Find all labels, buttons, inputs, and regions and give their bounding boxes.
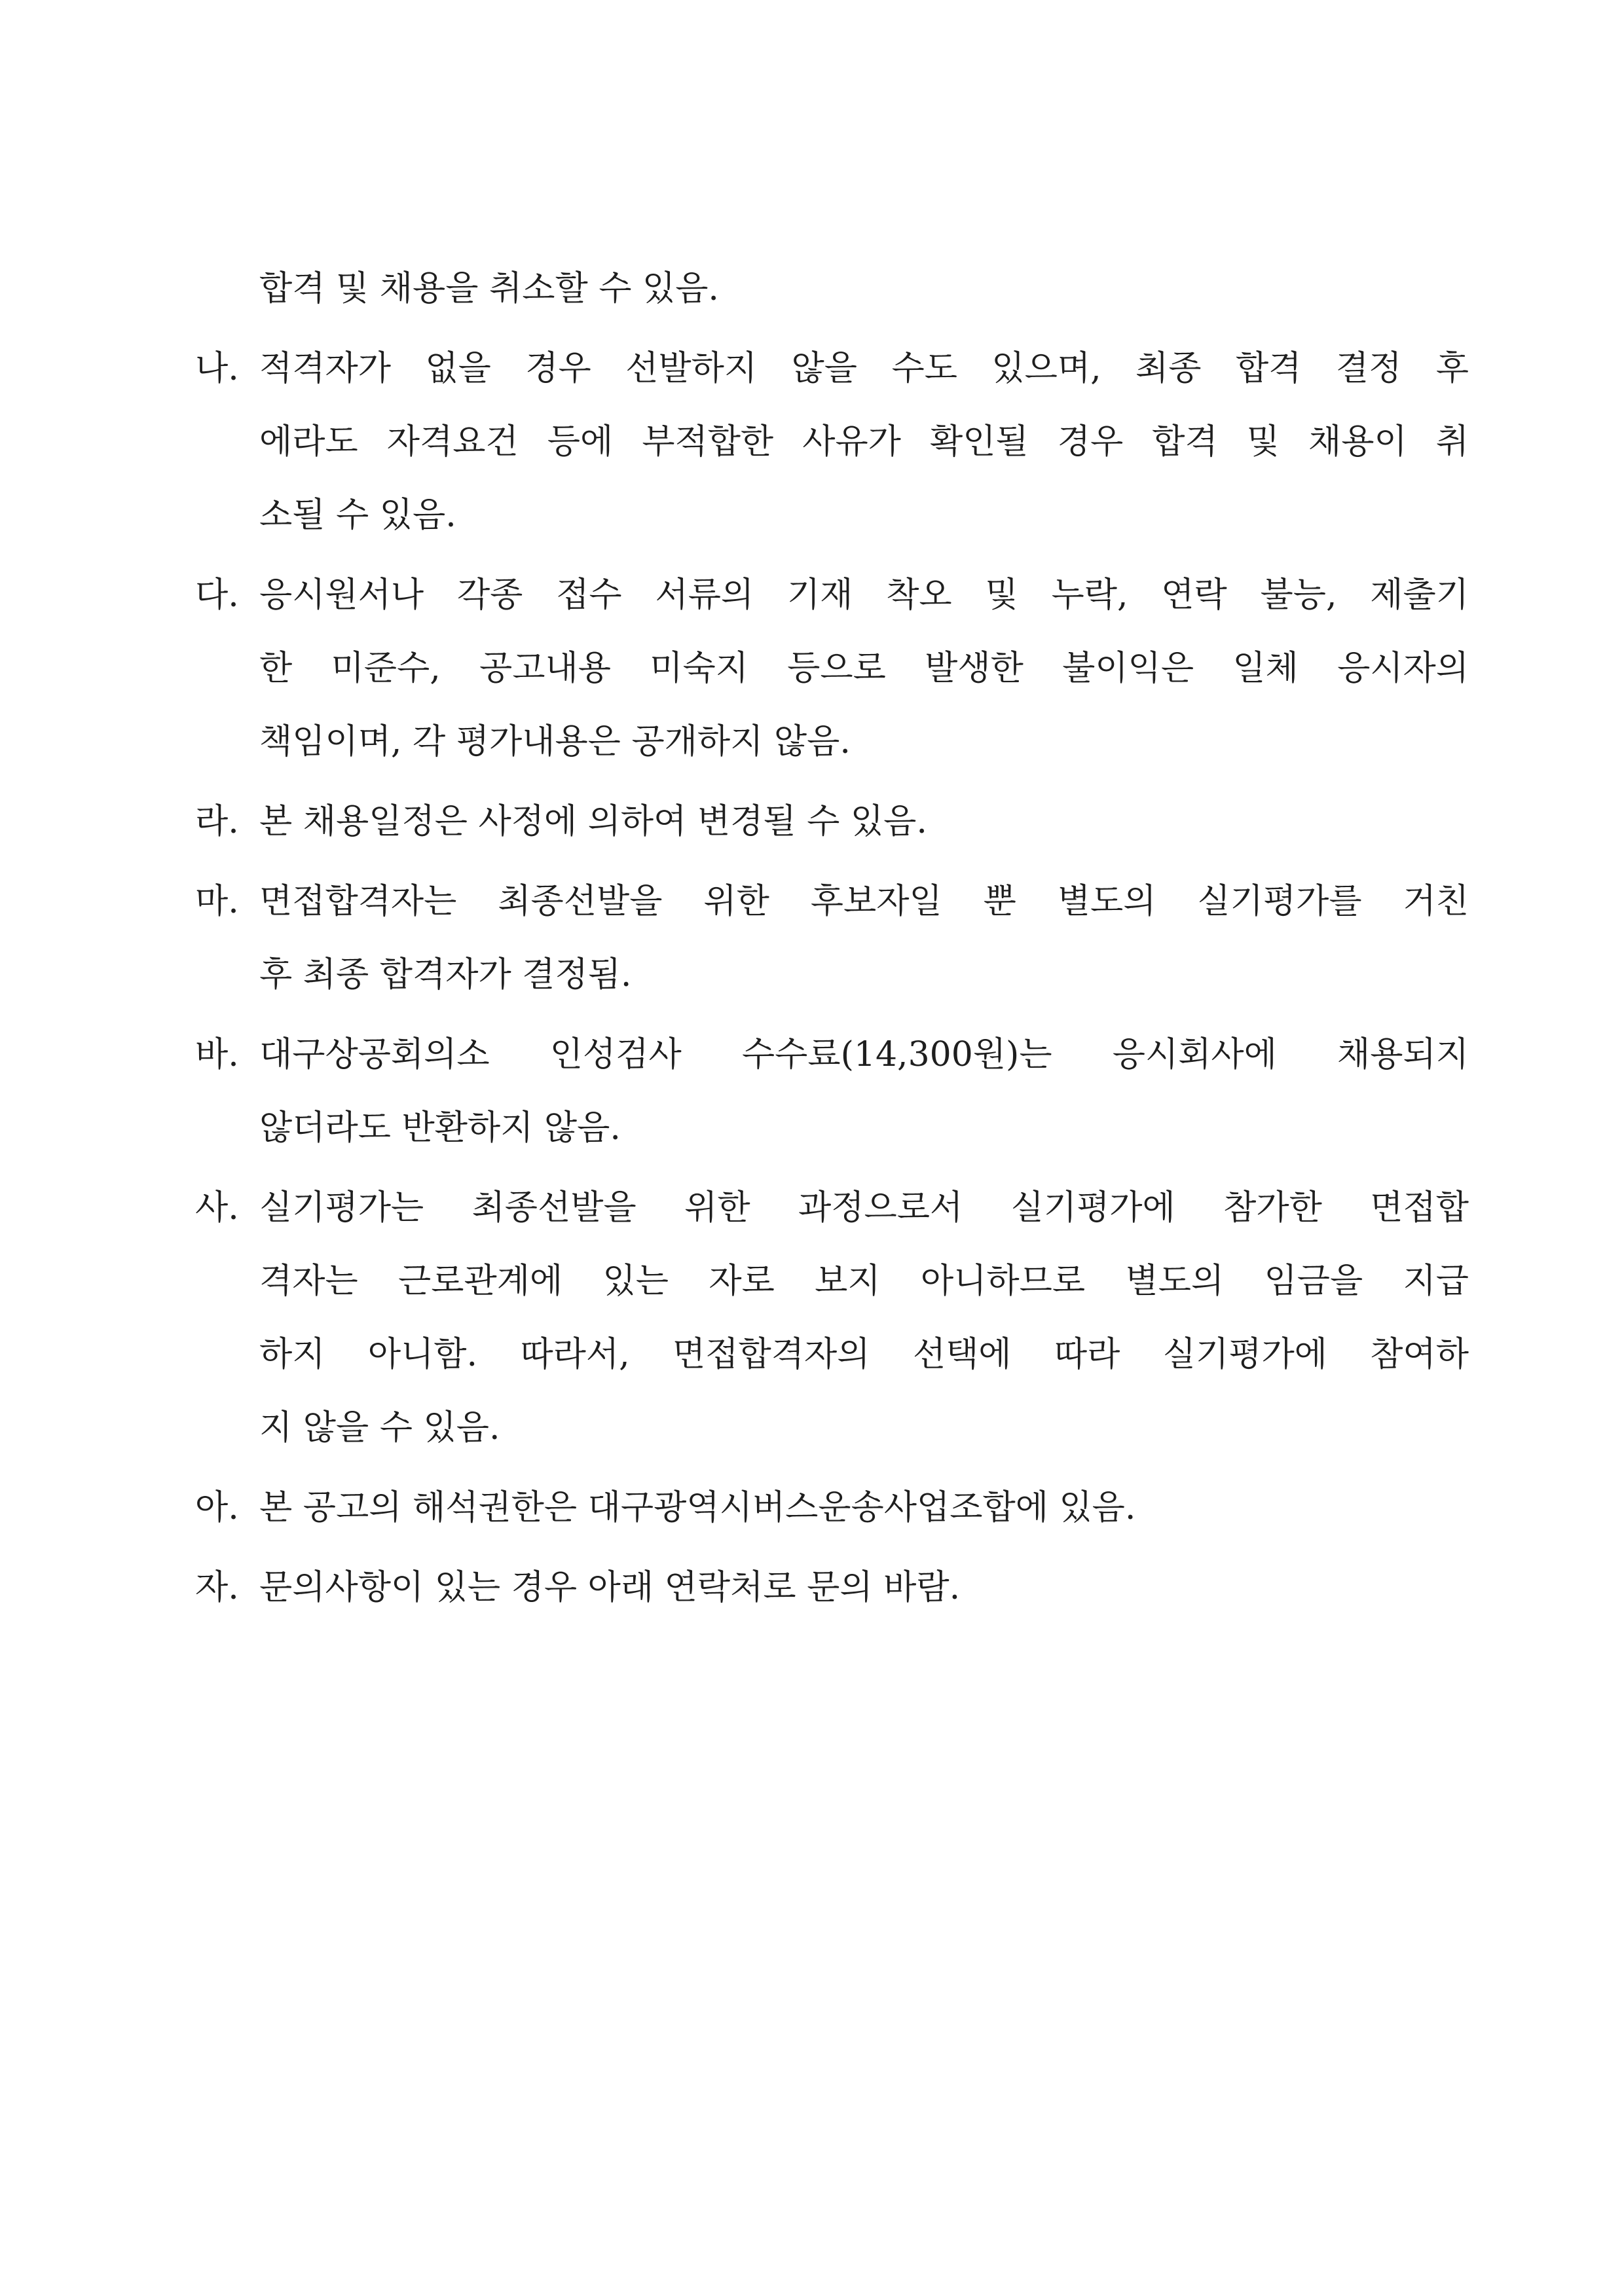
- list-item: [195, 1018, 1469, 1165]
- list-item: [195, 1171, 1469, 1465]
- list-item: [195, 1471, 1469, 1544]
- item-text: 응시원서나 각종 접수 서류의 기재 착오 및 누락, 연락 불능, 제출기: [259, 575, 1469, 615]
- item-line: [195, 785, 1469, 858]
- item-line: 않더라도 반환하지 않음.: [259, 1108, 621, 1148]
- list-item: [195, 558, 1469, 778]
- item-line: [195, 1018, 1469, 1091]
- item-line: [195, 332, 1469, 405]
- item-text: 문의사항이 있는 경우 아래 연락처로 문의 바람.: [259, 1568, 961, 1607]
- list-item: [195, 252, 1469, 325]
- list-item: [195, 865, 1469, 1011]
- item-line: 하지 아니함. 따라서, 면접합격자의 선택에 따라 실기평가에 참여하: [259, 1335, 1469, 1374]
- item-line: 후 최종 합격자가 결정됨.: [259, 955, 632, 994]
- item-marker: 라.: [195, 802, 239, 841]
- item-text: 실기평가는 최종선발을 위한 과정으로서 실기평가에 참가한 면접합: [259, 1188, 1469, 1228]
- item-marker: 아.: [195, 1488, 239, 1527]
- item-text: 대구상공회의소 인성검사 수수료(14,300원)는 응시회사에 채용되지: [259, 1035, 1469, 1074]
- notice-list: [195, 252, 1469, 1631]
- item-marker: 마.: [195, 882, 239, 921]
- item-marker: 다.: [195, 575, 239, 615]
- item-line: [195, 558, 1469, 632]
- item-marker: 사.: [195, 1188, 239, 1228]
- item-line: [195, 865, 1469, 938]
- item-text: 적격자가 없을 경우 선발하지 않을 수도 있으며, 최종 합격 결정 후: [259, 349, 1469, 388]
- item-marker: 나.: [195, 349, 239, 388]
- item-line: [195, 1471, 1469, 1544]
- item-line: [195, 1171, 1469, 1245]
- item-marker: 바.: [195, 1035, 239, 1074]
- item-line: 에라도 자격요건 등에 부적합한 사유가 확인될 경우 합격 및 채용이 취: [259, 422, 1469, 462]
- list-item: [195, 785, 1469, 858]
- item-text: 본 채용일정은 사정에 의하여 변경될 수 있음.: [259, 802, 927, 841]
- list-item: [195, 1551, 1469, 1624]
- item-line: 소될 수 있음.: [259, 496, 456, 535]
- list-item: [195, 332, 1469, 552]
- item-line: [195, 1551, 1469, 1624]
- item-line: 책임이며, 각 평가내용은 공개하지 않음.: [259, 722, 851, 761]
- item-text: 본 공고의 해석권한은 대구광역시버스운송사업조합에 있음.: [259, 1488, 1136, 1527]
- item-line: 격자는 근로관계에 있는 자로 보지 아니하므로 별도의 임금을 지급: [259, 1262, 1469, 1301]
- item-line: 한 미준수, 공고내용 미숙지 등으로 발생한 불이익은 일체 응시자의: [259, 649, 1469, 688]
- item-line: 합격 및 채용을 취소할 수 있음.: [259, 269, 719, 308]
- item-text: 면접합격자는 최종선발을 위한 후보자일 뿐 별도의 실기평가를 거친: [259, 882, 1469, 921]
- item-marker: 자.: [195, 1568, 239, 1607]
- item-line: 지 않을 수 있음.: [259, 1408, 500, 1448]
